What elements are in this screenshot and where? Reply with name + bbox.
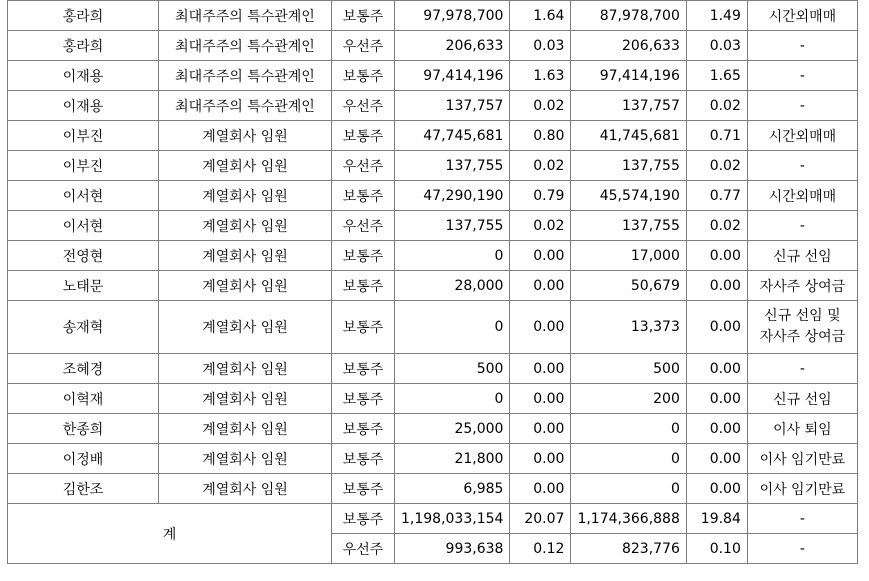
relation-cell: 계열회사 임원 (159, 474, 332, 504)
note-text: 이사 퇴임 (773, 421, 832, 438)
end-shares-cell: 200 (571, 384, 686, 414)
table-row (8, 1, 858, 31)
begin-ratio-cell: 1.63 (510, 61, 571, 91)
table-row (8, 211, 858, 241)
note-cell (747, 61, 857, 91)
note-cell (747, 181, 857, 211)
note-cell (747, 151, 857, 181)
note-text: 이사 임기만료 (759, 481, 846, 498)
end-ratio-cell: 0.00 (686, 271, 747, 301)
table-body (8, 1, 858, 564)
total-stock-type-cell: 우선주 (332, 534, 395, 564)
note-text: 시간외매매 (768, 128, 837, 145)
note-text: 신규 선임 및 (764, 308, 841, 324)
end-ratio-cell: 0.71 (686, 121, 747, 151)
holder-name-cell: 노태문 (8, 271, 159, 301)
note-cell (747, 211, 857, 241)
end-shares-cell: 45,574,190 (571, 181, 686, 211)
end-ratio-cell: 0.00 (686, 241, 747, 271)
table-row (8, 271, 858, 301)
stock-type-cell: 우선주 (332, 211, 395, 241)
stock-type-cell: 보통주 (332, 384, 395, 414)
end-shares-cell: 0 (571, 414, 686, 444)
relation-cell: 계열회사 임원 (159, 444, 332, 474)
holder-name-cell: 이서현 (8, 211, 159, 241)
begin-shares-cell: 500 (395, 354, 510, 384)
holder-name-cell: 전영현 (8, 241, 159, 271)
end-ratio-cell: 0.77 (686, 181, 747, 211)
end-ratio-cell: 0.00 (686, 354, 747, 384)
note-text: 신규 선임 (773, 391, 832, 408)
begin-shares-cell: 137,755 (395, 211, 510, 241)
holder-name-cell: 이재용 (8, 91, 159, 121)
end-shares-cell: 137,755 (571, 211, 686, 241)
note-cell (747, 121, 857, 151)
begin-ratio-cell: 0.00 (510, 474, 571, 504)
begin-ratio-cell: 0.00 (510, 301, 571, 354)
begin-shares-cell: 97,978,700 (395, 1, 510, 31)
table-row (8, 241, 858, 271)
end-shares-cell: 97,414,196 (571, 61, 686, 91)
table-row (8, 444, 858, 474)
holder-name-cell: 이혁재 (8, 384, 159, 414)
end-ratio-cell: 0.02 (686, 91, 747, 121)
note-text: 시간외매매 (768, 8, 837, 25)
stock-type-cell: 보통주 (332, 271, 395, 301)
total-stock-type-cell: 보통주 (332, 504, 395, 534)
begin-ratio-cell: 1.64 (510, 1, 571, 31)
stock-type-cell: 보통주 (332, 181, 395, 211)
begin-shares-cell: 0 (395, 301, 510, 354)
total-end-ratio-cell: 0.10 (686, 534, 747, 564)
holder-name-cell: 한종희 (8, 414, 159, 444)
table-row (8, 121, 858, 151)
end-ratio-cell: 1.65 (686, 61, 747, 91)
holder-name-cell: 이정배 (8, 444, 159, 474)
stock-type-cell: 보통주 (332, 301, 395, 354)
end-ratio-cell: 0.00 (686, 384, 747, 414)
begin-shares-cell: 25,000 (395, 414, 510, 444)
total-end-shares-cell: 823,776 (571, 534, 686, 564)
table-row (8, 181, 858, 211)
note-cell (747, 271, 857, 301)
end-shares-cell: 17,000 (571, 241, 686, 271)
total-begin-shares-cell: 1,198,033,154 (395, 504, 510, 534)
begin-ratio-cell: 0.79 (510, 181, 571, 211)
end-ratio-cell: 0.00 (686, 301, 747, 354)
note-text: - (799, 157, 805, 174)
begin-shares-cell: 97,414,196 (395, 61, 510, 91)
table-row (8, 91, 858, 121)
stock-type-cell: 보통주 (332, 241, 395, 271)
total-label-cell: 계 (8, 504, 332, 564)
stock-type-cell: 보통주 (332, 444, 395, 474)
relation-cell: 계열회사 임원 (159, 414, 332, 444)
note-cell (747, 1, 857, 31)
end-shares-cell: 500 (571, 354, 686, 384)
begin-shares-cell: 47,745,681 (395, 121, 510, 151)
stock-type-cell: 보통주 (332, 1, 395, 31)
relation-cell: 계열회사 임원 (159, 241, 332, 271)
relation-cell: 계열회사 임원 (159, 354, 332, 384)
total-begin-shares-cell: 993,638 (395, 534, 510, 564)
end-shares-cell: 137,755 (571, 151, 686, 181)
begin-shares-cell: 21,800 (395, 444, 510, 474)
table-row (8, 61, 858, 91)
relation-cell: 계열회사 임원 (159, 211, 332, 241)
holder-name-cell: 이부진 (8, 151, 159, 181)
begin-shares-cell: 0 (395, 241, 510, 271)
end-shares-cell: 0 (571, 474, 686, 504)
relation-cell: 계열회사 임원 (159, 384, 332, 414)
holder-name-cell: 송재혁 (8, 301, 159, 354)
relation-cell: 계열회사 임원 (159, 181, 332, 211)
stock-type-cell: 우선주 (332, 31, 395, 61)
end-ratio-cell: 0.00 (686, 474, 747, 504)
note-cell (747, 241, 857, 271)
relation-cell: 최대주주의 특수관계인 (159, 31, 332, 61)
end-shares-cell: 206,633 (571, 31, 686, 61)
table-row (8, 384, 858, 414)
note-text: 시간외매매 (768, 188, 837, 205)
note-text: - (799, 217, 805, 234)
note-cell (747, 414, 857, 444)
table-row (8, 31, 858, 61)
end-shares-cell: 50,679 (571, 271, 686, 301)
end-shares-cell: 137,757 (571, 91, 686, 121)
holder-name-cell: 김한조 (8, 474, 159, 504)
end-ratio-cell: 0.02 (686, 151, 747, 181)
stock-type-cell: 보통주 (332, 474, 395, 504)
begin-shares-cell: 0 (395, 384, 510, 414)
note-cell (747, 301, 857, 354)
stock-type-cell: 우선주 (332, 91, 395, 121)
total-begin-ratio-cell: 20.07 (510, 504, 571, 534)
note-cell (747, 384, 857, 414)
note-text: 자사주 상여금 (759, 278, 846, 295)
holder-name-cell: 홍라희 (8, 1, 159, 31)
table-row (8, 474, 858, 504)
total-end-ratio-cell: 19.84 (686, 504, 747, 534)
relation-cell: 계열회사 임원 (159, 121, 332, 151)
relation-cell: 최대주주의 특수관계인 (159, 61, 332, 91)
total-begin-ratio-cell: 0.12 (510, 534, 571, 564)
holder-name-cell: 이부진 (8, 121, 159, 151)
begin-ratio-cell: 0.00 (510, 444, 571, 474)
begin-ratio-cell: 0.00 (510, 384, 571, 414)
end-shares-cell: 41,745,681 (571, 121, 686, 151)
total-note-cell: - (747, 534, 857, 564)
end-ratio-cell: 0.00 (686, 444, 747, 474)
note-text: 자사주 상여금 (759, 329, 846, 345)
stock-type-cell: 보통주 (332, 61, 395, 91)
note-cell (747, 354, 857, 384)
table-row (8, 151, 858, 181)
stock-type-cell: 보통주 (332, 121, 395, 151)
note-cell (747, 444, 857, 474)
note-text: - (799, 67, 805, 84)
table-row (8, 301, 858, 354)
note-text: - (799, 97, 805, 114)
begin-ratio-cell: 0.80 (510, 121, 571, 151)
stock-type-cell: 보통주 (332, 354, 395, 384)
begin-ratio-cell: 0.02 (510, 151, 571, 181)
note-cell (747, 474, 857, 504)
note-text: - (799, 37, 805, 54)
holder-name-cell: 조혜경 (8, 354, 159, 384)
end-ratio-cell: 0.02 (686, 211, 747, 241)
relation-cell: 최대주주의 특수관계인 (159, 1, 332, 31)
note-cell (747, 91, 857, 121)
table-row (8, 354, 858, 384)
note-text: 이사 임기만료 (759, 451, 846, 468)
relation-cell: 계열회사 임원 (159, 301, 332, 354)
begin-shares-cell: 137,757 (395, 91, 510, 121)
begin-shares-cell: 47,290,190 (395, 181, 510, 211)
note-text: - (799, 360, 805, 377)
begin-ratio-cell: 0.00 (510, 271, 571, 301)
begin-shares-cell: 28,000 (395, 271, 510, 301)
end-ratio-cell: 0.00 (686, 414, 747, 444)
begin-shares-cell: 206,633 (395, 31, 510, 61)
holder-name-cell: 이서현 (8, 181, 159, 211)
begin-ratio-cell: 0.03 (510, 31, 571, 61)
note-cell (747, 31, 857, 61)
stock-type-cell: 우선주 (332, 151, 395, 181)
end-ratio-cell: 1.49 (686, 1, 747, 31)
begin-ratio-cell: 0.02 (510, 91, 571, 121)
shareholding-table (7, 0, 858, 564)
end-shares-cell: 13,373 (571, 301, 686, 354)
begin-ratio-cell: 0.00 (510, 241, 571, 271)
begin-ratio-cell: 0.00 (510, 354, 571, 384)
end-ratio-cell: 0.03 (686, 31, 747, 61)
relation-cell: 최대주주의 특수관계인 (159, 91, 332, 121)
end-shares-cell: 0 (571, 444, 686, 474)
relation-cell: 계열회사 임원 (159, 271, 332, 301)
relation-cell: 계열회사 임원 (159, 151, 332, 181)
begin-shares-cell: 137,755 (395, 151, 510, 181)
begin-ratio-cell: 0.00 (510, 414, 571, 444)
total-note-cell: - (747, 504, 857, 534)
total-end-shares-cell: 1,174,366,888 (571, 504, 686, 534)
note-text: 신규 선임 (773, 248, 832, 265)
begin-ratio-cell: 0.02 (510, 211, 571, 241)
holder-name-cell: 이재용 (8, 61, 159, 91)
stock-type-cell: 보통주 (332, 414, 395, 444)
holder-name-cell: 홍라희 (8, 31, 159, 61)
total-row (8, 504, 858, 534)
table-row (8, 414, 858, 444)
begin-shares-cell: 6,985 (395, 474, 510, 504)
end-shares-cell: 87,978,700 (571, 1, 686, 31)
